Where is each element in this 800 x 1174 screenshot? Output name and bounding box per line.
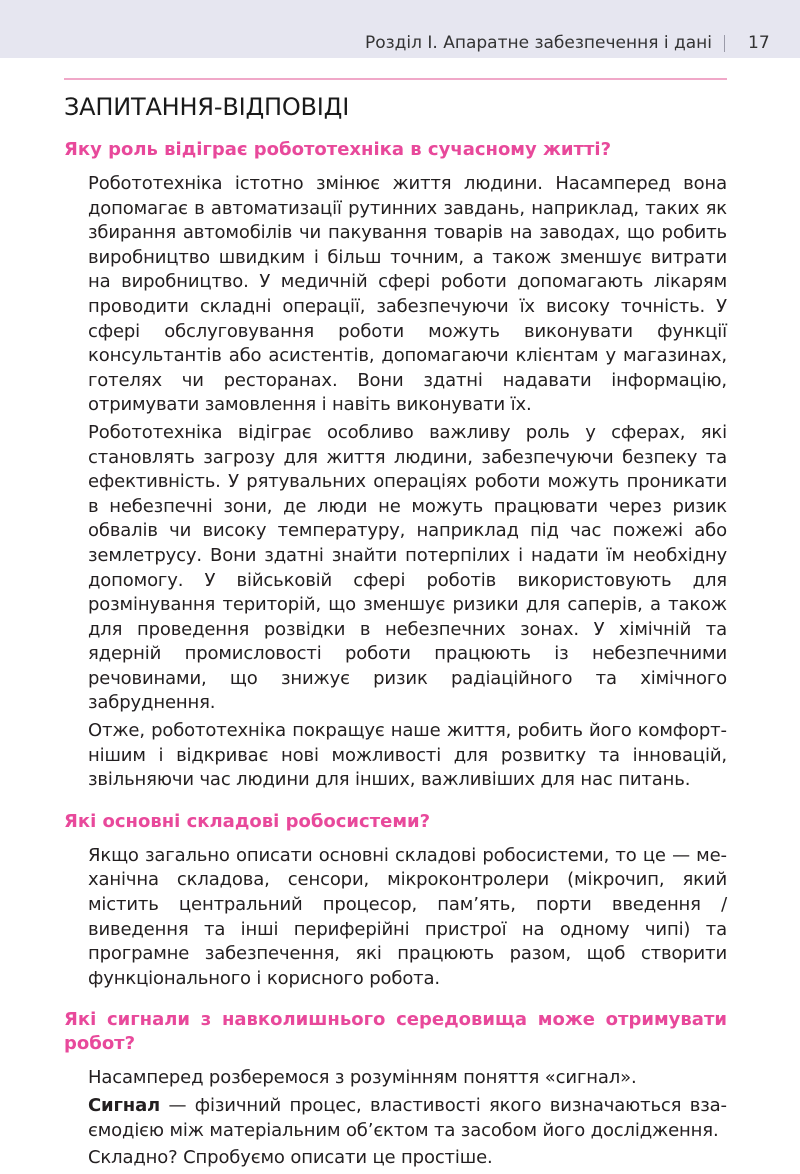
question-2: Які основні складові робосистеми?	[64, 810, 431, 832]
answer-intro: Насамперед розберемося з розумінням поняття «сигнал».	[88, 1067, 637, 1089]
answer-paragraph: Якщо загально описати основні складові робосистеми, то це — механічна складова, сенсори, мікроконтролери (мікрочип, який містить центральний процесор, пам’ять, порти введення / виведення та інші периферійні пристрої на одному чипі) та програмне забезпечення, які працюють разом, щоб створити функціонального і корисного робота.	[88, 844, 727, 989]
question-3: Які сигнали з навколишнього середовища може отримувати робот?	[64, 1009, 727, 1055]
definition	[88, 1094, 727, 1143]
answer-2	[64, 844, 727, 992]
answer-1	[64, 172, 727, 793]
header-divider	[724, 35, 725, 52]
qa-content	[64, 138, 727, 1174]
definition-term: Сигнал	[88, 1095, 161, 1116]
question-1: Яку роль відіграє робототехніка в сучасному житті?	[64, 139, 612, 160]
definition-text: — фізичний процес, властивості якого визначаються взаємодією між матеріальним об’єктом та засобом його дослідження.	[88, 1095, 727, 1141]
answer-paragraph: Робототехніка відіграє особливо важливу роль у сферах, які становлять загрозу для життя людини, забезпечуючи безпеку та ефективність. У рятувальних операціях роботи можуть проникати в небезпечні зони, де люди не можуть працювати через ризик обвалів чи високу температуру, наприклад під час пожежі або землетрусу. Вони здатні знайти потерпілих і надати їм необхідну допомогу. У військовій сфері роботів використовують для розмінування територій, що зменшує ризики для саперів, а також для проведення розвідки в небезпечних зонах. У хімічній та ядерній промисловості роботи працюють із небезпечними речовинами, що знижує ризик радіаційного та хімічного забруднення.	[88, 421, 727, 714]
answer-3	[64, 1066, 727, 1170]
pink-rule	[64, 78, 727, 80]
chapter-title: Розділ І. Апаратне забезпечення і дані	[364, 33, 712, 53]
answer-paragraph: Отже, робототехніка покращує наше життя, робить його комфортнішим і відкриває нові можливості для розвитку та інновацій, звільняючи час людини для інших, важливіших для нас питань.	[88, 720, 727, 791]
section-title: ЗАПИТАННЯ-ВІДПОВІДІ	[64, 93, 350, 121]
answer-closing: Складно? Спробуємо описати це простіше.	[88, 1147, 493, 1169]
answer-paragraph: Робототехніка істотно змінює життя людини. Насамперед вона допомагає в автоматизації рутинних завдань, наприклад, таких як збирання автомобілів чи пакування товарів на заводах, що робить виробництво швидким і більш точним, а також зменшує витрати на виробництво. У медичній сфері роботи допомагають лікарям проводити складні операції, забезпечуючи їх високу точність. У сфері обслуговування роботи можуть виконувати функції консультантів або асистентів, допомагаючи клієнтам у магазинах, готелях чи ресторанах. Вони здатні надавати інформацію, отримувати замовлення і навіть виконувати їх.	[88, 173, 727, 416]
page-number: 17	[748, 33, 770, 53]
